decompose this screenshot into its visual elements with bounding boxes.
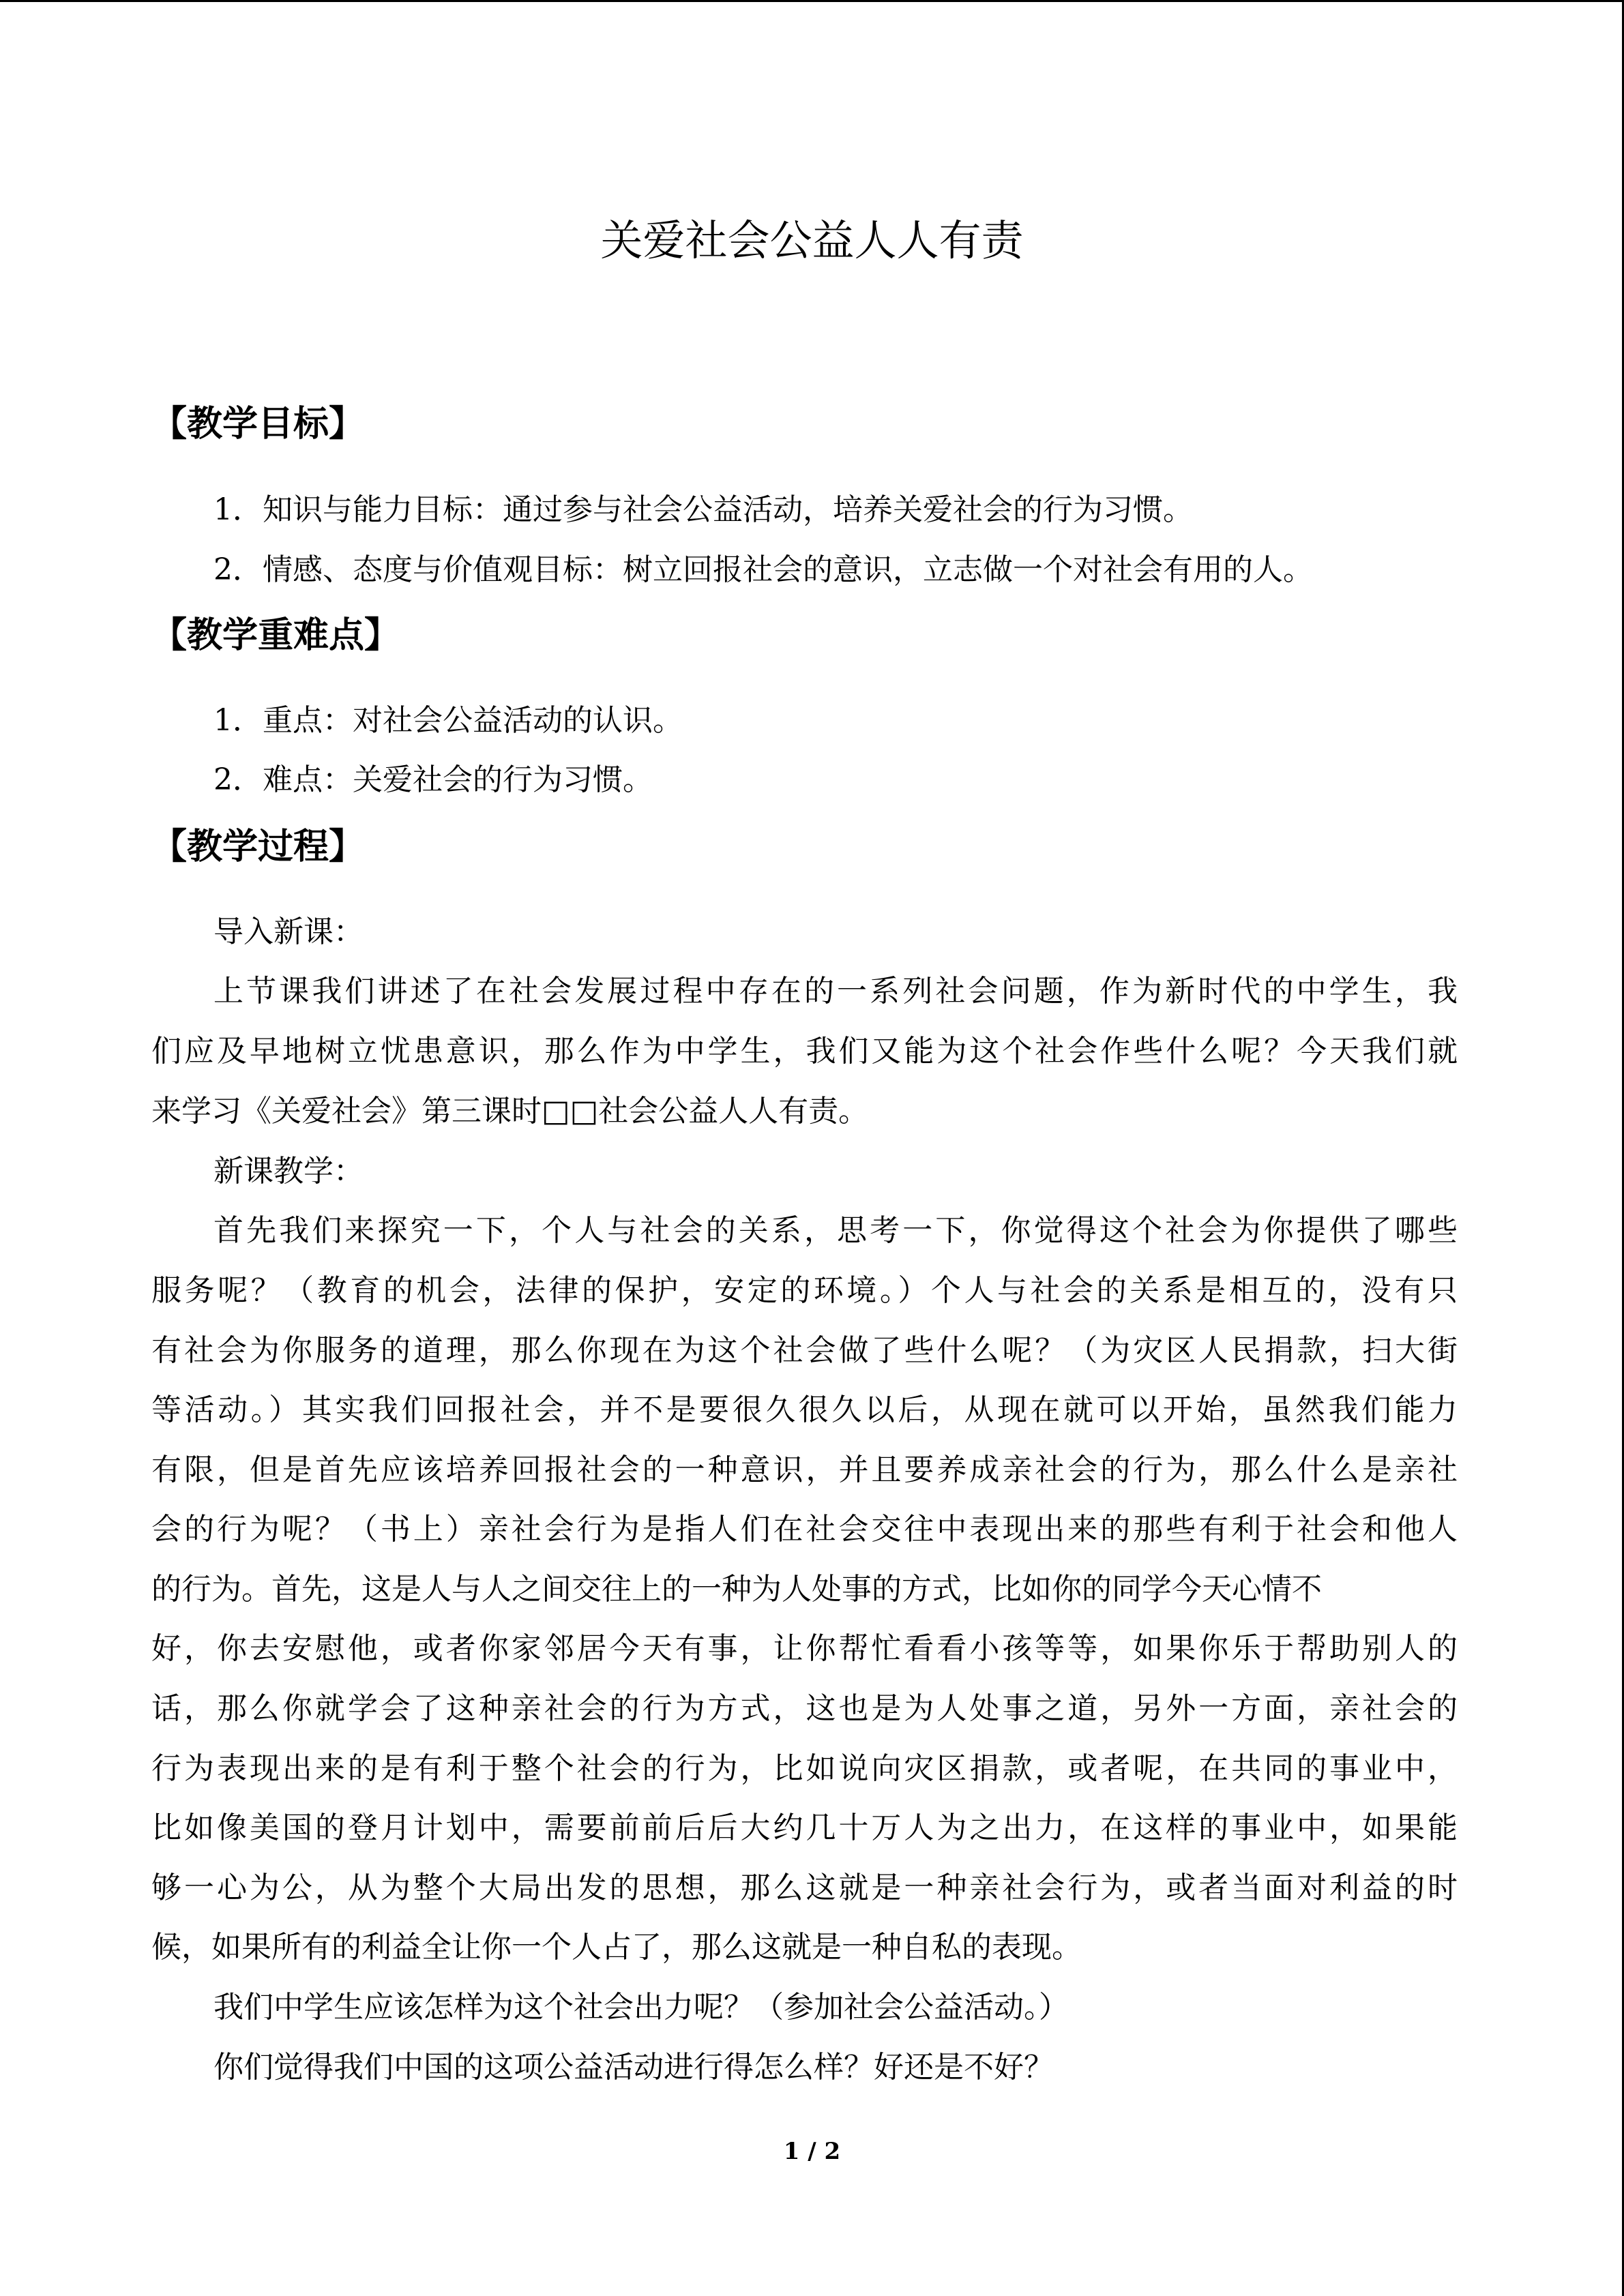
process-line: 比如像美国的登月计划中，需要前前后后大约几十万人为之出力，在这样的事业中，如果能	[151, 1810, 1458, 1845]
process-line: 来学习《关爱社会》第三课时□□社会公益人人有责。	[151, 1094, 869, 1129]
process-line: 首先我们来探究一下，个人与社会的关系，思考一下，你觉得这个社会为你提供了哪些	[213, 1213, 1458, 1248]
process-line: 你们觉得我们中国的这项公益活动进行得怎么样？好还是不好？	[213, 2050, 1054, 2085]
key-point-item-2: 2．难点：关爱社会的行为习惯。	[213, 762, 653, 797]
process-line: 我们中学生应该怎样为这个社会出力呢？（参加社会公益活动。）	[213, 1990, 1069, 2025]
process-line: 会的行为呢？（书上）亲社会行为是指人们在社会交往中表现出来的那些有利于社会和他人	[151, 1512, 1458, 1547]
process-line: 够一心为公，从为整个大局出发的思想，那么这就是一种亲社会行为，或者当面对利益的时	[151, 1870, 1458, 1905]
process-line: 有社会为你服务的道理，那么你现在为这个社会做了些什么呢？（为灾区人民捐款，扫大街	[151, 1333, 1458, 1368]
process-line: 们应及早地树立忧患意识，那么作为中学生，我们又能为这个社会作些什么呢？今天我们就	[151, 1034, 1458, 1069]
process-line: 导入新课：	[213, 914, 364, 949]
process-line: 话，那么你就学会了这种亲社会的行为方式，这也是为人处事之道，另外一方面，亲社会的	[151, 1691, 1458, 1726]
process-line: 有限，但是首先应该培养回报社会的一种意识，并且要养成亲社会的行为，那么什么是亲社	[151, 1452, 1458, 1487]
process-line: 上节课我们讲述了在社会发展过程中存在的一系列社会问题，作为新时代的中学生，我	[213, 974, 1458, 1009]
process-line: 的行为。首先，这是人与人之间交往上的一种为人处事的方式，比如你的同学今天心情不	[151, 1572, 1322, 1607]
process-line: 新课教学：	[213, 1154, 364, 1189]
objective-item-2: 2．情感、态度与价值观目标：树立回报社会的意识，立志做一个对社会有用的人。	[213, 552, 1313, 587]
key-point-item-1: 1．重点：对社会公益活动的认识。	[213, 703, 683, 738]
process-line: 服务呢？（教育的机会，法律的保护，安定的环境。）个人与社会的关系是相互的，没有只	[151, 1273, 1458, 1308]
document-title: 关爱社会公益人人有责	[600, 215, 1024, 265]
process-line: 候，如果所有的利益全让你一个人占了，那么这就是一种自私的表现。	[151, 1930, 1082, 1965]
process-line: 行为表现出来的是有利于整个社会的行为，比如说向灾区捐款，或者呢，在共同的事业中，	[151, 1751, 1458, 1786]
process-line: 好，你去安慰他，或者你家邻居今天有事，让你帮忙看看小孩等等，如果你乐于帮助别人的	[151, 1631, 1458, 1666]
process-line: 等活动。）其实我们回报社会，并不是要很久很久以后，从现在就可以开始，虽然我们能力	[151, 1392, 1458, 1427]
page-number: 1 / 2	[783, 2138, 841, 2165]
section-heading-key-points: 【教学重难点】	[151, 614, 400, 656]
section-heading-objectives: 【教学目标】	[151, 403, 365, 445]
section-heading-process: 【教学过程】	[151, 826, 365, 867]
objective-item-1: 1．知识与能力目标：通过参与社会公益活动，培养关爱社会的行为习惯。	[213, 492, 1193, 527]
